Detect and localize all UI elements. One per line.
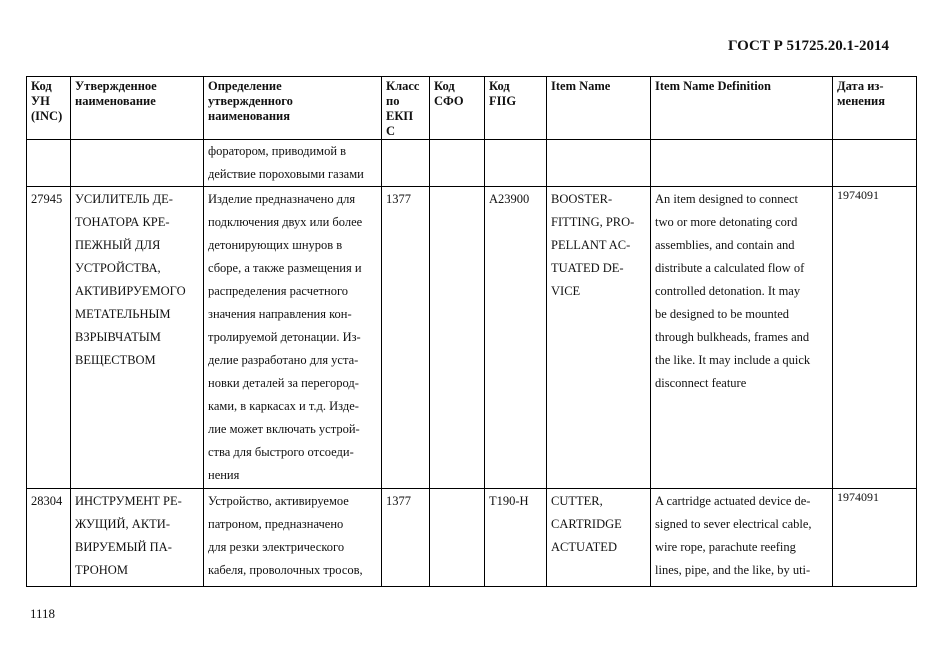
text-line: детонирующих шнуров в (208, 238, 343, 252)
cell-empty (27, 140, 71, 187)
cell-empty (833, 140, 917, 187)
text-line: наименования (208, 109, 291, 123)
text-line: УН (31, 94, 50, 108)
text-line: ВЕЩЕСТВОМ (75, 353, 156, 367)
cell-empty (430, 140, 485, 187)
text-line: ТРОНОМ (75, 563, 128, 577)
text-line: лие может включать устрой- (208, 422, 360, 436)
text-line: FITTING, PRO- (551, 215, 635, 229)
text-line: Изделие предназначено для (208, 192, 356, 206)
col-header-change-date (833, 77, 917, 140)
cell-definition (204, 489, 382, 587)
header-row (27, 77, 917, 140)
text-line: СФО (434, 94, 464, 108)
cell-empty (651, 140, 833, 187)
page-number: 1118 (30, 606, 56, 621)
text-line: УСТРОЙСТВА, (75, 261, 161, 275)
text-line: CARTRIDGE (551, 517, 622, 531)
text-line: the like. It may include a quick (655, 353, 811, 367)
cell-change-date: 1974091 (833, 489, 917, 587)
text-line: наименование (75, 94, 156, 108)
cell-empty (71, 140, 204, 187)
text-line: Item Name (551, 79, 611, 93)
catalog-table (26, 76, 917, 587)
text-line: wire rope, parachute reefing (655, 540, 796, 554)
text-line: be designed to be mounted (655, 307, 789, 321)
text-line: распределения расчетного (208, 284, 349, 298)
text-line: Определение (208, 79, 282, 93)
text-line: патроном, предназначено (208, 517, 344, 531)
text-line: signed to sever electrical cable, (655, 517, 812, 531)
text-line: Код (31, 79, 52, 93)
text-line: значения направления кон- (208, 307, 352, 321)
cell-inc: 28304 (27, 489, 71, 587)
cell-empty (547, 140, 651, 187)
text-line: по (386, 94, 400, 108)
text-line: делие разработано для уста- (208, 353, 359, 367)
text-line: ИНСТРУМЕНТ РЕ- (75, 494, 182, 508)
text-line: ВЗРЫВЧАТЫМ (75, 330, 161, 344)
text-line: An item designed to connect (655, 192, 799, 206)
text-line: two or more detonating cord (655, 215, 798, 229)
cell-sfo (430, 489, 485, 587)
text-line: Класс (386, 79, 420, 93)
text-line: ками, в каркасах и т.д. Изде- (208, 399, 359, 413)
text-line: lines, pipe, and the like, by uti- (655, 563, 811, 577)
text-line: действие пороховыми газами (208, 167, 364, 181)
text-line: подключения двух или более (208, 215, 363, 229)
table-row (27, 489, 917, 587)
text-line: нения (208, 468, 240, 482)
text-line: ТОНАТОРА КРЕ- (75, 215, 170, 229)
text-line: Код (434, 79, 455, 93)
text-line: Item Name Definition (655, 79, 771, 93)
cell-empty (485, 140, 547, 187)
col-header-approved-name (71, 77, 204, 140)
cell-definition (204, 140, 382, 187)
text-line: VICE (551, 284, 581, 298)
text-line: FIIG (489, 94, 517, 108)
text-line: Дата из- (837, 79, 884, 93)
text-line: Утвержденное (75, 79, 157, 93)
cell-approved-name (71, 187, 204, 489)
cell-fiig: T190-H (485, 489, 547, 587)
text-line: утвержденного (208, 94, 293, 108)
text-line: through bulkheads, frames and (655, 330, 810, 344)
text-line: distribute a calculated flow of (655, 261, 805, 275)
cell-fiig: A23900 (485, 187, 547, 489)
standard-designation: ГОСТ Р 51725.20.1-2014 (727, 38, 889, 54)
text-line: сборе, а также размещения и (208, 261, 362, 275)
col-header-fiig (485, 77, 547, 140)
text-line: новки деталей за перегород- (208, 376, 359, 390)
text-line: форатором, приводимой в (208, 144, 347, 158)
text-line: assemblies, and contain and (655, 238, 795, 252)
col-header-definition (204, 77, 382, 140)
col-header-inc (27, 77, 71, 140)
col-header-sfo (430, 77, 485, 140)
col-header-item-definition (651, 77, 833, 140)
text-line: УСИЛИТЕЛЬ ДЕ- (75, 192, 173, 206)
text-line: PELLANT AC- (551, 238, 631, 252)
text-line: МЕТАТЕЛЬНЫМ (75, 307, 171, 321)
text-line: ства для быстрого отсоеди- (208, 445, 354, 459)
cell-approved-name (71, 489, 204, 587)
text-line: A cartridge actuated device de- (655, 494, 811, 508)
text-line: тролируемой детонации. Из- (208, 330, 361, 344)
cell-empty (382, 140, 430, 187)
text-line: TUATED DE- (551, 261, 624, 275)
cell-change-date: 1974091 (833, 187, 917, 489)
col-header-item-name (547, 77, 651, 140)
cell-item-name (547, 489, 651, 587)
text-line: Устройство, активируемое (208, 494, 349, 508)
text-line: ПЕЖНЫЙ ДЛЯ (75, 238, 161, 252)
text-line: ЕКП (386, 109, 414, 123)
text-line: кабеля, проволочных тросов, (208, 563, 363, 577)
text-line: менения (837, 94, 885, 108)
text-line: ACTUATED (551, 540, 617, 554)
text-line: Код (489, 79, 510, 93)
cell-inc: 27945 (27, 187, 71, 489)
text-line: АКТИВИРУЕМОГО (75, 284, 186, 298)
text-line: disconnect feature (655, 376, 747, 390)
text-line: С (386, 124, 396, 138)
cell-item-definition (651, 489, 833, 587)
cell-definition (204, 187, 382, 489)
text-line: controlled detonation. It may (655, 284, 801, 298)
cell-item-name (547, 187, 651, 489)
text-line: (INC) (31, 109, 63, 123)
text-line: CUTTER, (551, 494, 603, 508)
cell-sfo (430, 187, 485, 489)
col-header-class (382, 77, 430, 140)
table-row (27, 187, 917, 489)
text-line: BOOSTER- (551, 192, 613, 206)
cell-class: 1377 (382, 489, 430, 587)
text-line: для резки электрического (208, 540, 345, 554)
cell-class: 1377 (382, 187, 430, 489)
text-line: ВИРУЕМЫЙ ПА- (75, 540, 172, 554)
table-row-continuation (27, 140, 917, 187)
text-line: ЖУЩИЙ, АКТИ- (75, 517, 170, 531)
cell-item-definition (651, 187, 833, 489)
